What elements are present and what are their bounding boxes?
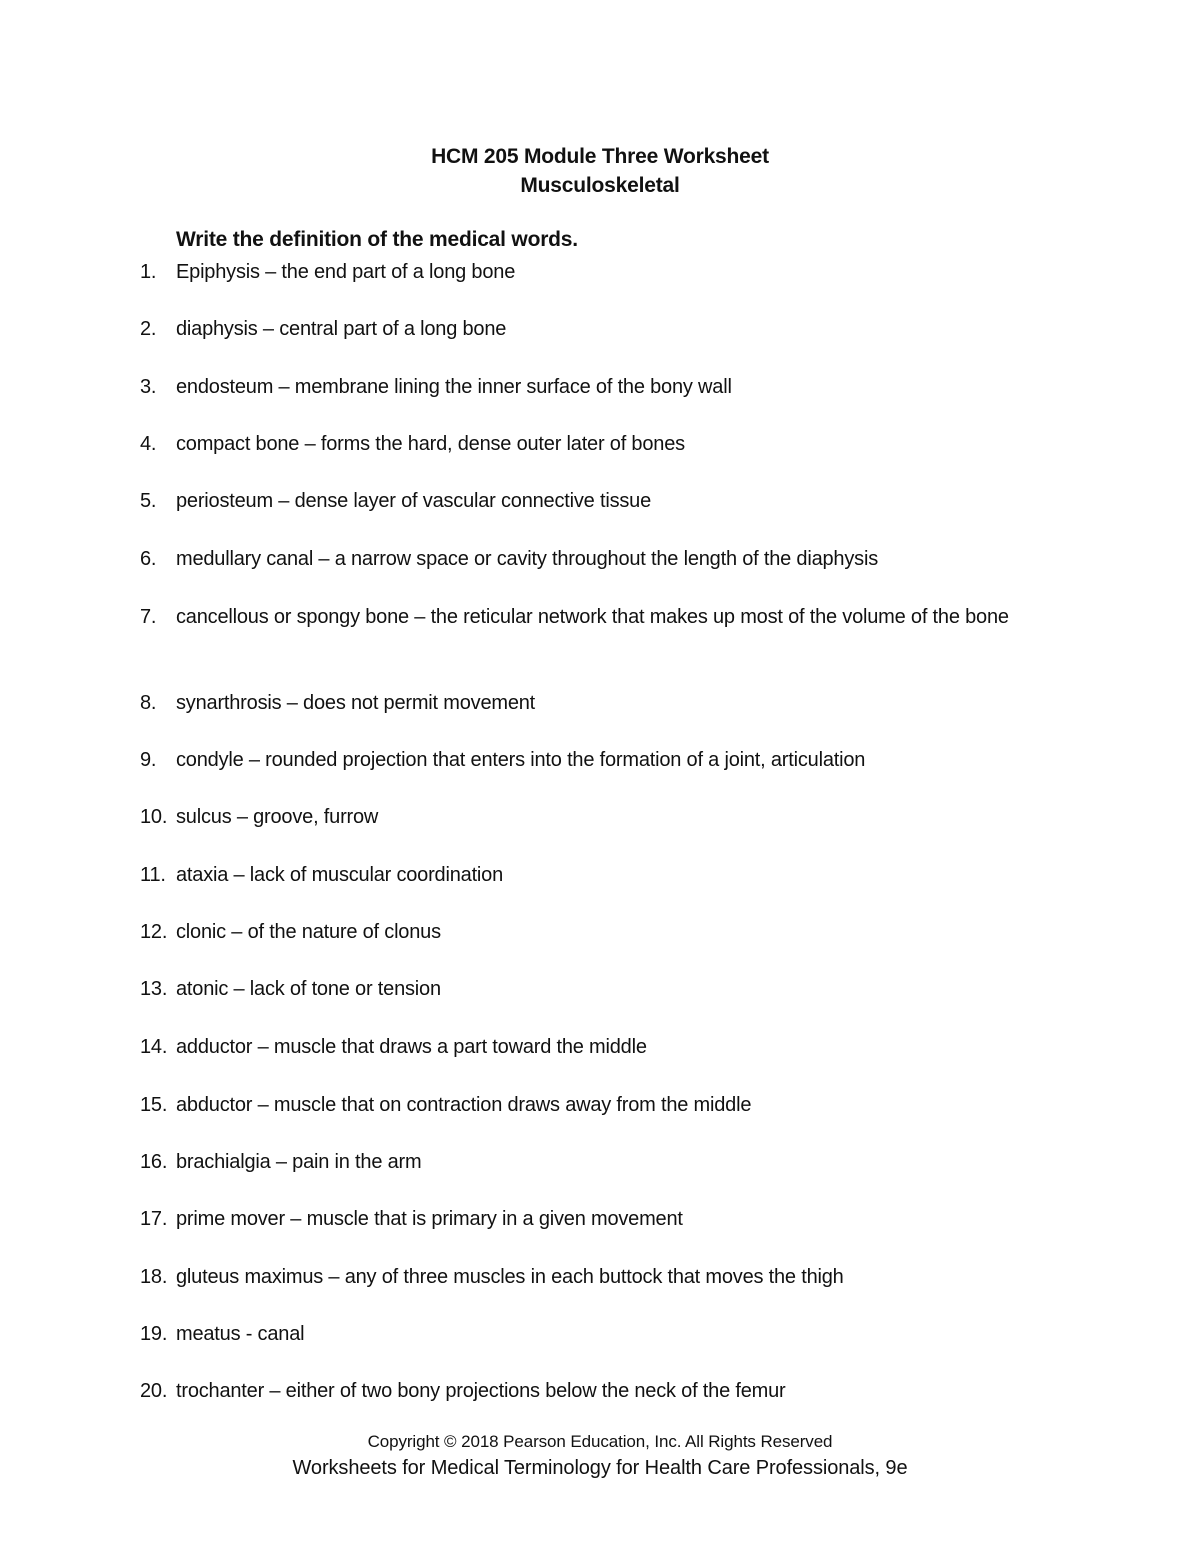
item-definition: atonic – lack of tone or tension — [176, 978, 441, 1000]
item-number: 20. — [140, 1380, 168, 1402]
item-definition: cancellous or spongy bone – the reticular network that makes up most of the volume of the bone — [176, 606, 1009, 628]
item-definition: compact bone – forms the hard, dense outer later of bones — [176, 433, 685, 455]
list-item — [140, 1377, 1040, 1405]
list-item — [140, 975, 1040, 1003]
item-number: 4. — [140, 433, 157, 455]
list-item — [140, 918, 1040, 946]
list-item — [140, 746, 1040, 774]
item-definition: prime mover – muscle that is primary in a given movement — [176, 1208, 683, 1230]
list-item — [140, 545, 1040, 573]
item-definition: endosteum – membrane lining the inner surface of the bony wall — [176, 376, 732, 398]
item-number: 7. — [140, 606, 157, 628]
copyright-notice: Copyright © 2018 Pearson Education, Inc. All Rights Reserved — [367, 1432, 833, 1451]
item-definition: gluteus maximus – any of three muscles in each buttock that moves the thigh — [176, 1266, 844, 1288]
item-number: 14. — [140, 1036, 168, 1058]
list-item — [140, 1091, 1040, 1119]
item-number: 17. — [140, 1208, 168, 1230]
list-item — [140, 1033, 1040, 1061]
item-number: 6. — [140, 548, 157, 570]
list-item — [140, 603, 1040, 631]
item-definition: meatus - canal — [176, 1323, 305, 1345]
item-definition: medullary canal – a narrow space or cavity throughout the length of the diaphysis — [176, 548, 878, 570]
list-item — [140, 861, 1040, 889]
item-number: 1. — [140, 261, 157, 283]
list-item — [140, 1148, 1040, 1176]
item-definition: synarthrosis – does not permit movement — [176, 692, 536, 714]
list-item — [140, 373, 1040, 401]
item-definition: Epiphysis – the end part of a long bone — [176, 261, 516, 283]
book-title: Worksheets for Medical Terminology for Health Care Professionals, 9e — [292, 1457, 908, 1479]
list-item — [140, 1205, 1040, 1233]
item-definition: periosteum – dense layer of vascular connective tissue — [176, 490, 652, 512]
list-item — [140, 487, 1040, 515]
page-footer — [0, 1430, 1200, 1482]
list-item — [140, 315, 1040, 343]
list-item — [140, 258, 1040, 286]
list-item — [140, 1263, 1040, 1291]
item-number: 18. — [140, 1266, 168, 1288]
item-number: 2. — [140, 318, 157, 340]
item-number: 3. — [140, 376, 157, 398]
item-number: 13. — [140, 978, 168, 1000]
item-definition: diaphysis – central part of a long bone — [176, 318, 507, 340]
item-definition: sulcus – groove, furrow — [176, 806, 379, 828]
item-number: 15. — [140, 1094, 168, 1116]
item-number: 10. — [140, 806, 168, 828]
item-definition: abductor – muscle that on contraction draws away from the middle — [176, 1094, 752, 1116]
list-item — [140, 1320, 1040, 1348]
instructions: Write the definition of the medical words. — [176, 228, 578, 251]
item-definition: trochanter – either of two bony projections below the neck of the femur — [176, 1380, 786, 1402]
item-number: 8. — [140, 692, 157, 714]
worksheet-title: HCM 205 Module Three Worksheet — [431, 145, 769, 168]
worksheet-subtitle: Musculoskeletal — [520, 174, 680, 197]
item-number: 19. — [140, 1323, 168, 1345]
item-number: 12. — [140, 921, 168, 943]
list-item — [140, 430, 1040, 458]
item-definition: clonic – of the nature of clonus — [176, 921, 441, 943]
item-definition: brachialgia – pain in the arm — [176, 1151, 422, 1173]
item-definition: adductor – muscle that draws a part toward the middle — [176, 1036, 647, 1058]
item-number: 11. — [140, 864, 166, 886]
title-block — [0, 142, 1200, 200]
item-number: 5. — [140, 490, 157, 512]
list-item — [140, 689, 1040, 717]
item-number: 9. — [140, 749, 157, 771]
list-item — [140, 803, 1040, 831]
item-definition: ataxia – lack of muscular coordination — [176, 864, 504, 886]
item-number: 16. — [140, 1151, 168, 1173]
item-definition: condyle – rounded projection that enters into the formation of a joint, articulation — [176, 749, 866, 771]
